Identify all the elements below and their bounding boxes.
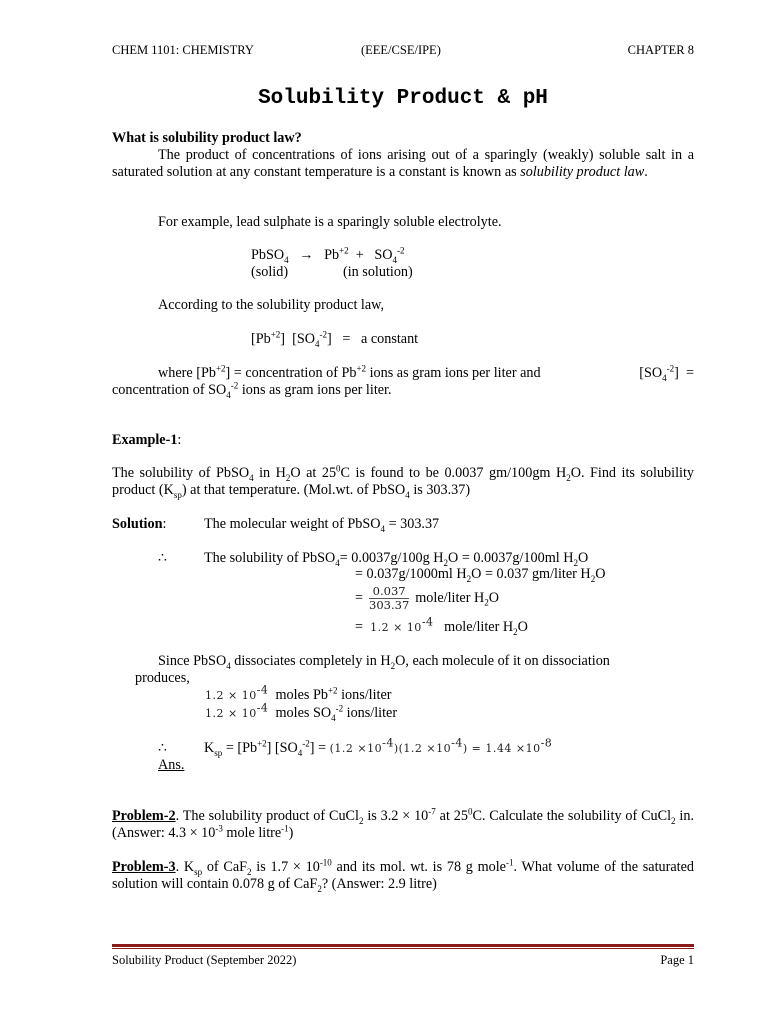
reaction-solid-label: (solid) (251, 264, 289, 280)
document-page (112, 0, 694, 1024)
example-1-problem: The solubility of PbSO$_4$ in $H_2O$ at $25^0C$ is found to be 0.0037 gm/100gm $H_2O$. Find its solubility product $(K_{sp})$ at that temperature. (Mol.wt. of PbSO$_4$ is 303.37) (112, 463, 695, 500)
where-line-2: concentration of $SO_4^{-2}$ ions as gram ions per liter. (112, 380, 392, 400)
footer-rule-thin (112, 948, 694, 949)
law-intro: According to the solubility product law, (158, 297, 385, 313)
header-course: CHEM 1101: CHEMISTRY (112, 43, 254, 57)
footer-doc-name: Solubility Product (September 2022) (112, 953, 297, 967)
page-header (112, 42, 694, 59)
example-intro: For example, lead sulphate is a sparingly soluble electrolyte. (158, 214, 502, 230)
law-definition-paragraph: The product of concentrations of ions arising out of a sparingly (weakly) soluble salt in a saturated solution at any constant temperature is a constant is known as solubility product law. (112, 147, 694, 180)
header-departments: (EEE/CSE/IPE) (361, 43, 441, 57)
solubility-sci-line: = $1.2 \times 10^{-4}$ mole/liter $H_2O$ (355, 615, 528, 637)
problem-3-paragraph: Problem-3. $K_{sp}$ of CaF$_2$ is $1.7 \times 10^{-10}$ and its mol. wt. is 78 g mole$^{-1}$. What volume of the saturated solution will contain 0.078 g of CaF$_2$? (Answer: 2.9 litre) (112, 857, 694, 894)
ksp-calculation-line: $K_{sp} = [Pb^{+2}] [SO_4^{-2}] = (1.2 \times 10^{-4})(1.2 \times 10^{-4}) = 1.44 \times 10^{-8}$ (204, 736, 553, 758)
page-title: Solubility Product & pH (258, 87, 548, 110)
section-heading-law: What is solubility product law? (112, 130, 302, 146)
dissociation-produces: produces, (135, 670, 190, 686)
where-line-1: where $[Pb^{+2}]$ = concentration of $Pb^{+2}$ ions as gram ions per liter and $[SO_4^{-2}]$ = (158, 363, 694, 383)
problem-2-paragraph: Problem-2. The solubility product of CuCl$_2$ is $3.2 \times 10^{-7}$ at $25^0C$. Calculate the solubility of CuCl$_2$ in. (Answer: $4.3 \times 10^{-3}$ mole litre$^{-1}$) (112, 806, 694, 841)
moles-pb-line: $1.2 \times 10^{-4}$ moles $Pb^{+2}$ ions/liter (205, 683, 392, 703)
solubility-line-1: The solubility of PbSO$_4$= 0.0037g/100g $H_2O = 0.0037g/100ml$ $H_2O$ (204, 550, 589, 568)
solubility-line-2: = 0.037g/1000ml $H_2O = 0.037$ gm/liter $H_2O$ (355, 566, 606, 584)
reaction-solution-label: (in solution) (343, 264, 413, 280)
molecular-weight-line: The molecular weight of PbSO$_4$ = 303.37 (204, 516, 440, 534)
reaction-equation: PbSO$_4$ → $Pb^{+2} + SO_4^{-2}$ (251, 245, 405, 265)
page-footer (112, 952, 694, 969)
law-expression: $[Pb^{+2}] [SO_4^{-2}] = a$ constant (251, 329, 419, 349)
header-chapter: CHAPTER 8 (627, 43, 694, 57)
solution-label: Solution: (112, 516, 167, 532)
example-1-heading: Example-1: (112, 432, 182, 448)
fraction: $\frac{0.037}{303.37}$ (369, 584, 410, 612)
moles-so4-line: $1.2 \times 10^{-4}$ moles $SO_4^{-2}$ ions/liter (205, 701, 398, 723)
footer-page-number: Page 1 (660, 953, 694, 967)
dissociation-paragraph: Since PbSO$_4$ dissociates completely in $H_2O$, each molecule of it on dissociation (158, 653, 610, 671)
footer-rule-thick (112, 944, 694, 947)
therefore-symbol-1: ∴ (158, 550, 168, 566)
solubility-fraction-line: = $\frac{0.037}{303.37}$ mole/liter $H_2O$ (355, 584, 499, 612)
answer-label: Ans. (158, 757, 185, 773)
therefore-symbol-2: ∴ (158, 740, 168, 756)
